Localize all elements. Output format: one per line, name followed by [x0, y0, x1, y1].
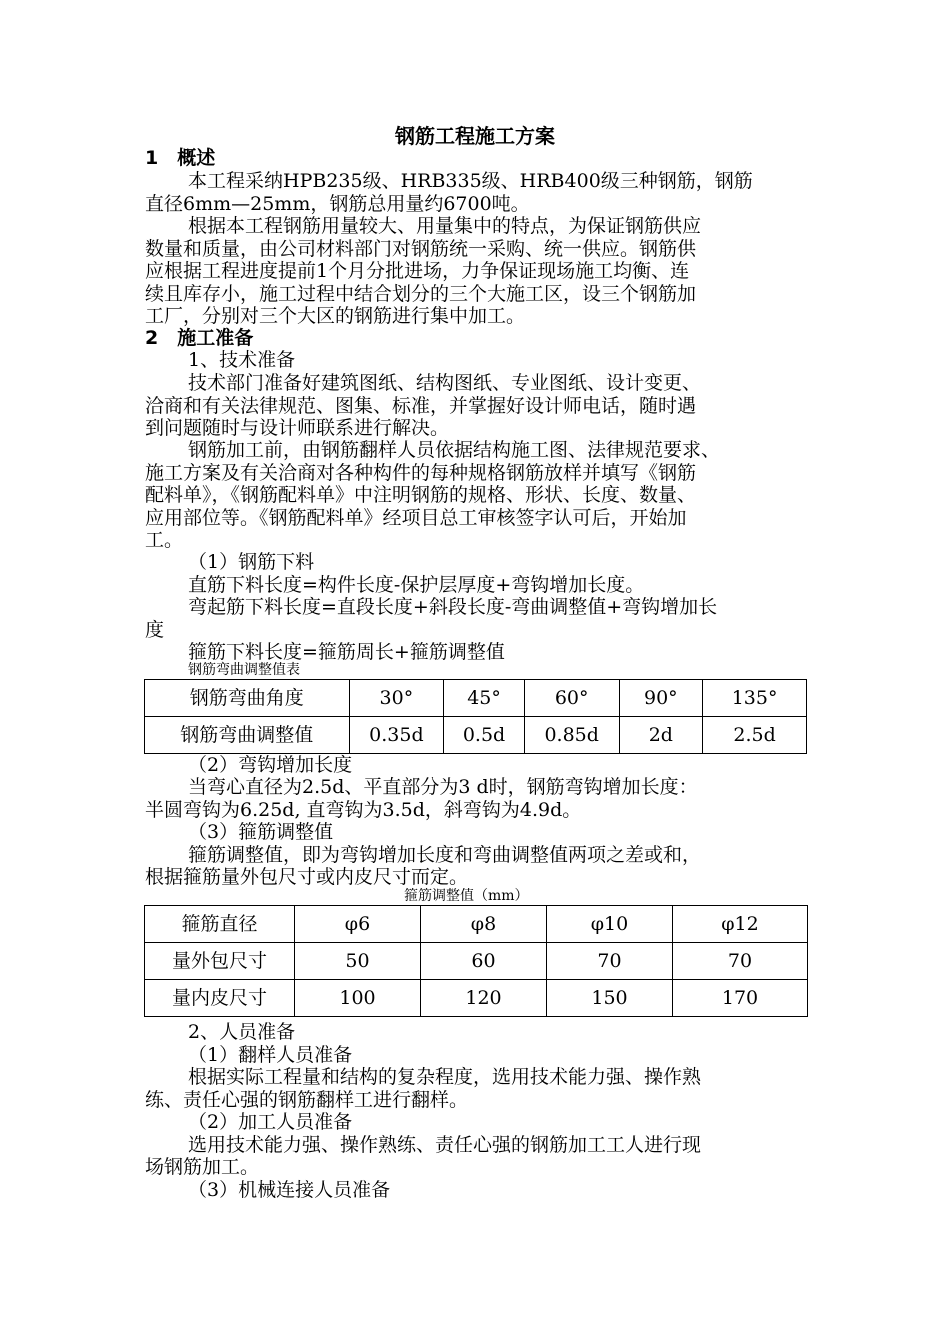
table-cell: 60° — [524, 680, 619, 717]
section-heading-overview: 1 概述 — [145, 147, 216, 169]
row-header-cell: 箍筋直径 — [145, 906, 295, 943]
subheading-layout-staff: （1）翻样人员准备 — [188, 1044, 353, 1066]
paragraph-line: 工厂，分别对三个大区的钢筋进行集中加工。 — [145, 305, 526, 327]
subheading-processing-staff: （2）加工人员准备 — [188, 1111, 353, 1133]
paragraph-line: 施工方案及有关洽商对各种构件的每种规格钢筋放样并填写《钢筋 — [145, 462, 697, 484]
table-cell: 2d — [619, 717, 703, 754]
paragraph-line: 根据实际工程量和结构的复杂程度，选用技术能力强、操作熟 — [188, 1066, 702, 1088]
paragraph-line: 续且库存小，施工过程中结合划分的三个大施工区，设三个钢筋加 — [145, 283, 697, 305]
formula-line: 箍筋下料长度=箍筋周长+箍筋调整值 — [188, 641, 505, 663]
table-cell: 70 — [673, 943, 808, 980]
row-header-cell: 量内皮尺寸 — [145, 980, 295, 1017]
stirrup-adjustment-table — [144, 905, 808, 1017]
table-cell: 60 — [421, 943, 547, 980]
paragraph-line: 钢筋加工前，由钢筋翻样人员依据结构施工图、法律规范要求、 — [188, 439, 721, 461]
table-cell: 2.5d — [703, 717, 807, 754]
table-row — [145, 680, 807, 717]
formula-line: 度 — [145, 619, 165, 641]
table-cell: φ12 — [673, 906, 808, 943]
paragraph-line: 直径6mm—25mm，钢筋总用量约6700吨。 — [145, 193, 530, 215]
bending-adjustment-table — [144, 679, 807, 754]
subheading-stirrup-adjustment: （3）箍筋调整值 — [188, 821, 334, 843]
table-cell: 170 — [673, 980, 808, 1017]
table-cell: φ6 — [295, 906, 421, 943]
table-cell: 135° — [703, 680, 807, 717]
table-cell: 30° — [349, 680, 444, 717]
paragraph-line: 工。 — [145, 529, 184, 551]
subheading-cutting: （1）钢筋下料 — [188, 551, 315, 573]
paragraph-line: 根据本工程钢筋用量较大、用量集中的特点，为保证钢筋供应 — [188, 215, 702, 237]
paragraph-line: 到问题随时与设计师联系进行解决。 — [145, 417, 450, 439]
subheading-tech-preparation: 1、技术准备 — [188, 349, 296, 371]
table-row — [145, 980, 808, 1017]
paragraph-line: 技术部门准备好建筑图纸、结构图纸、专业图纸、设计变更、 — [188, 372, 702, 394]
paragraph-line: 应根据工程进度提前1个月分批进场，力争保证现场施工均衡、连 — [145, 260, 690, 282]
table1-caption: 钢筋弯曲调整值表 — [188, 662, 300, 678]
paragraph-line: 本工程采纳HPB235级、HRB335级、HRB400级三种钢筋，钢筋 — [188, 170, 753, 192]
paragraph-line: 场钢筋加工。 — [145, 1156, 260, 1178]
row-header-cell: 钢筋弯曲调整值 — [145, 717, 350, 754]
table-cell: 0.85d — [524, 717, 619, 754]
table-cell: 90° — [619, 680, 703, 717]
subheading-personnel: 2、人员准备 — [188, 1021, 296, 1043]
table-cell: 70 — [547, 943, 673, 980]
row-header-cell: 量外包尺寸 — [145, 943, 295, 980]
row-header-cell: 钢筋弯曲角度 — [145, 680, 350, 717]
paragraph-line: 练、责任心强的钢筋翻样工进行翻样。 — [145, 1089, 469, 1111]
formula-line: 弯起筋下料长度=直段长度+斜段长度-弯曲调整值+弯钩增加长 — [188, 596, 718, 618]
paragraph-line: 配料单》，《钢筋配料单》中注明钢筋的规格、形状、长度、数量、 — [145, 484, 697, 506]
table-cell: φ8 — [421, 906, 547, 943]
table-cell: 150 — [547, 980, 673, 1017]
paragraph-line: 当弯心直径为2.5d、平直部分为3 d时，钢筋弯钩增加长度： — [188, 776, 698, 798]
document-title: 钢筋工程施工方案 — [395, 124, 555, 148]
table-cell: 0.5d — [444, 717, 525, 754]
table2-caption: 箍筋调整值（mm） — [404, 888, 529, 904]
table-cell: 120 — [421, 980, 547, 1017]
subheading-hook-length: （2）弯钩增加长度 — [188, 754, 353, 776]
table-row — [145, 943, 808, 980]
paragraph-line: 根据箍筋量外包尺寸或内皮尺寸而定。 — [145, 866, 469, 888]
subheading-mechanical-staff: （3）机械连接人员准备 — [188, 1179, 391, 1201]
table-cell: 100 — [295, 980, 421, 1017]
formula-line: 直筋下料长度=构件长度-保护层厚度+弯钩增加长度。 — [188, 574, 645, 596]
paragraph-line: 洽商和有关法律规范、图集、标准，并掌握好设计师电话，随时遇 — [145, 395, 697, 417]
paragraph-line: 半圆弯钩为6.25d, 直弯钩为3.5d，斜弯钩为4.9d。 — [145, 799, 582, 821]
paragraph-line: 数量和质量，由公司材料部门对钢筋统一采购、统一供应。钢筋供 — [145, 238, 697, 260]
table-cell: 50 — [295, 943, 421, 980]
paragraph-line: 选用技术能力强、操作熟练、责任心强的钢筋加工工人进行现 — [188, 1134, 702, 1156]
table-row — [145, 717, 807, 754]
table-row — [145, 906, 808, 943]
table-cell: 45° — [444, 680, 525, 717]
section-heading-preparation: 2 施工准备 — [145, 327, 254, 349]
paragraph-line: 应用部位等。《钢筋配料单》经项目总工审核签字认可后，开始加 — [145, 507, 687, 529]
paragraph-line: 箍筋调整值，即为弯钩增加长度和弯曲调整值两项之差或和， — [188, 844, 702, 866]
table-cell: φ10 — [547, 906, 673, 943]
table-cell: 0.35d — [349, 717, 444, 754]
